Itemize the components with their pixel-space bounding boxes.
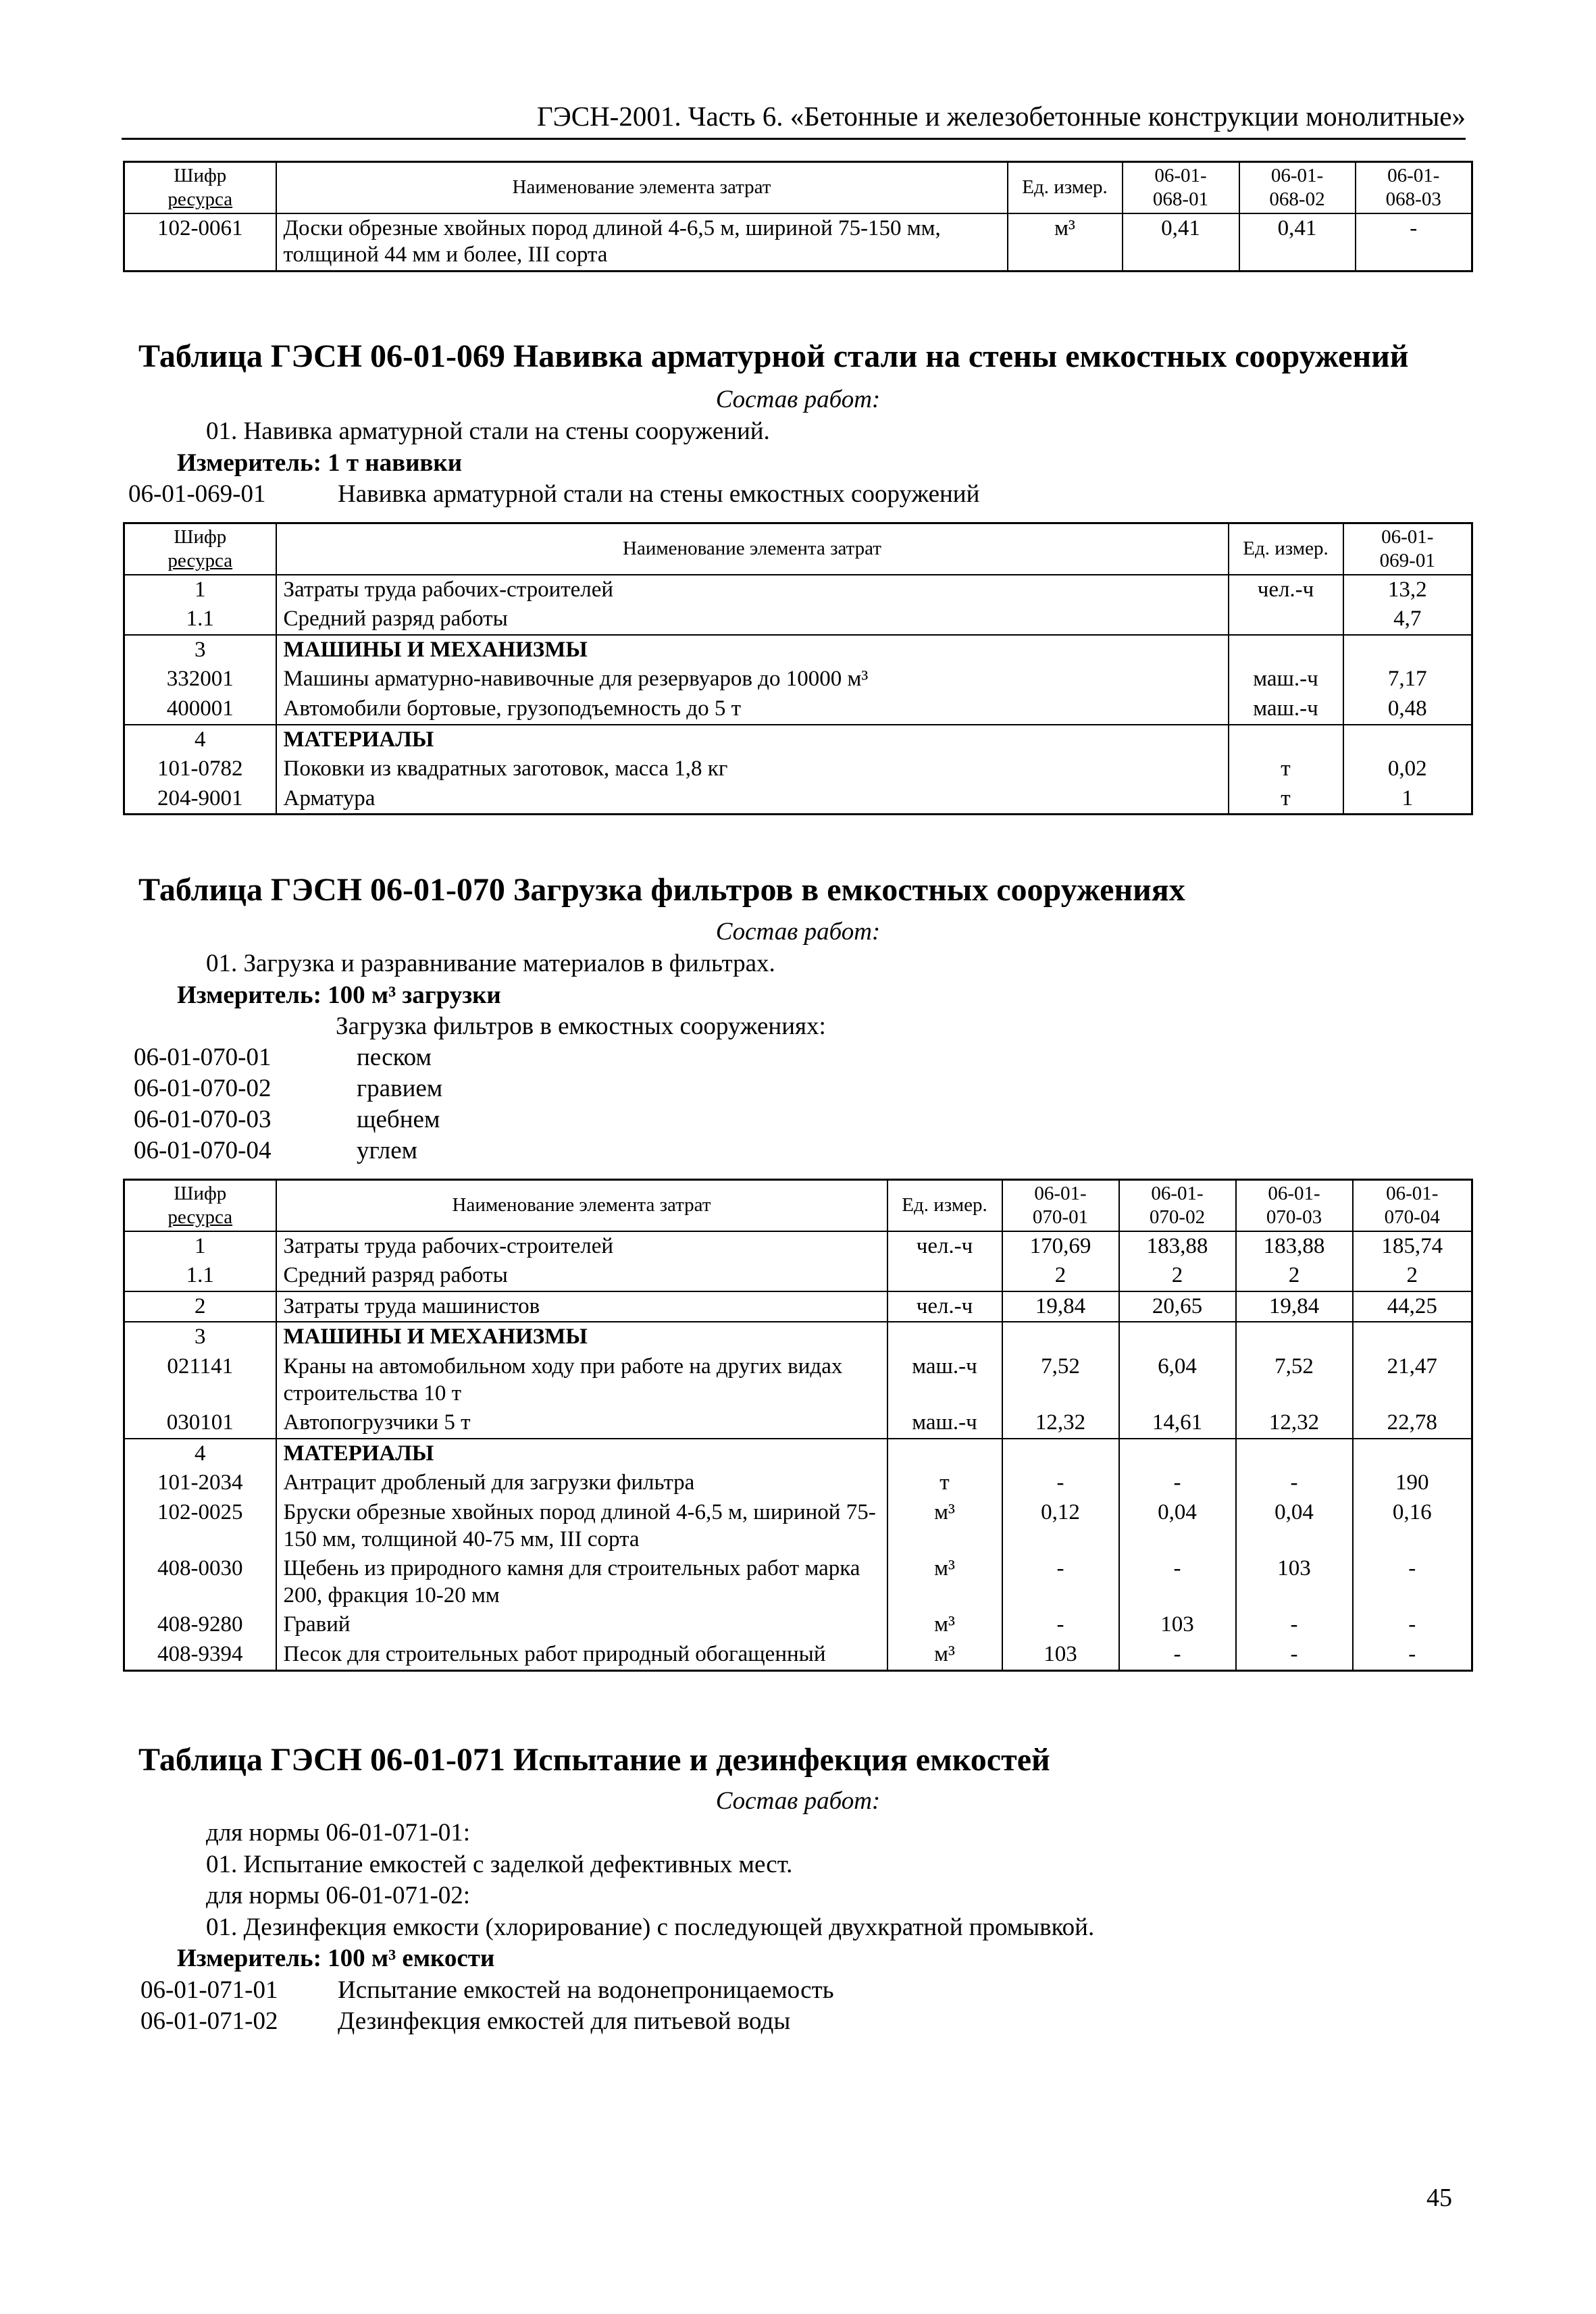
resource-name-cell: Средний разряд работы [276,1261,887,1291]
page-number: 45 [1426,2184,1452,2212]
value-cell [1236,1439,1353,1469]
unit-cell: маш.-ч [1229,665,1343,694]
resource-name-cell: Щебень из природного камня для строительных работ марка 200, фракция 10-20 мм [276,1554,887,1610]
resource-code-cell: 2 [124,1291,276,1322]
value-cell: 7,52 [1002,1352,1119,1408]
resource-name-cell: Краны на автомобильном ходу при работе на других видах строительства 10 т [276,1352,887,1408]
value-cell: 1 [1343,784,1472,815]
resource-name-cell: Песок для строительных работ природный обогащенный [276,1640,887,1670]
unit-cell: чел.-ч [887,1291,1002,1322]
value-cell: - [1002,1468,1119,1498]
resource-name-cell: Доски обрезные хвойных пород длиной 4-6,5 м, шириной 75-150 мм, толщиной 44 мм и более, III сорта [276,213,1008,272]
table-071-measure: Измеритель: 100 м³ емкости [177,1945,495,1972]
value-cell: 0,41 [1239,213,1356,272]
unit-cell: чел.-ч [1229,575,1343,605]
value-cell: 2 [1002,1261,1119,1291]
unit-cell: маш.-ч [1229,694,1343,725]
table-row [124,1468,1472,1498]
resource-name-cell: Автопогрузчики 5 т [276,1408,887,1439]
value-cell: - [1236,1610,1353,1640]
value-cell [1353,1322,1472,1352]
table-070-measure: Измеритель: 100 м³ загрузки [177,981,501,1009]
norm-list-item [140,2007,790,2036]
table-row [124,1231,1472,1262]
column-header: Ед. измер. [887,1180,1002,1231]
table-070-work: 01. Загрузка и разравнивание материалов в фильтрах. [206,950,775,977]
value-cell: 103 [1119,1610,1236,1640]
value-cell: - [1236,1640,1353,1670]
table-071-title: Таблица ГЭСН 06-01-071 Испытание и дезинфекция емкостей [138,1742,1050,1778]
unit-cell [1229,635,1343,665]
value-cell: - [1119,1468,1236,1498]
table-row [124,1498,1472,1554]
resource-name-cell: Арматура [276,784,1229,815]
unit-cell: чел.-ч [887,1231,1002,1262]
table-row [124,213,1472,272]
value-cell: 0,16 [1353,1498,1472,1554]
resource-code-cell: 204-9001 [124,784,276,815]
column-header: Шифр ресурса [124,523,276,575]
table-row [124,1640,1472,1670]
column-header: Ед. измер. [1229,523,1343,575]
table-row [124,1408,1472,1439]
table-069-norm-name: Навивка арматурной стали на стены емкостных сооружений [338,480,980,508]
value-cell: 103 [1236,1554,1353,1610]
norm-code: 06-01-070-03 [134,1106,272,1133]
table-070-title: Таблица ГЭСН 06-01-070 Загрузка фильтров в емкостных сооружениях [138,872,1185,908]
value-cell: 0,12 [1002,1498,1119,1554]
table-071-for-norm-2: для нормы 06-01-071-02: [206,1882,471,1909]
resource-name-cell: Поковки из квадратных заготовок, масса 1,8 кг [276,754,1229,784]
value-cell: 0,48 [1343,694,1472,725]
value-cell: 185,74 [1353,1231,1472,1262]
table-068-continuation [123,161,1473,272]
table-069-work: 01. Навивка арматурной стали на стены сооружений. [206,417,770,445]
resource-name-cell: Затраты труда машинистов [276,1291,887,1322]
table-row [124,754,1472,784]
column-header: 06-01- 068-02 [1239,162,1356,213]
norm-list-item [134,1074,442,1103]
unit-cell: т [887,1468,1002,1498]
table-row [124,1352,1472,1408]
unit-cell: маш.-ч [887,1408,1002,1439]
resource-code-cell: 3 [124,635,276,665]
column-header: 06-01- 070-04 [1353,1180,1472,1231]
norm-name: углем [357,1137,418,1164]
resource-name-cell: МАТЕРИАЛЫ [276,725,1229,755]
table-070-norm-intro: Загрузка фильтров в емкостных сооружениях: [336,1012,826,1040]
value-cell: - [1119,1554,1236,1610]
value-cell: 2 [1236,1261,1353,1291]
resource-name-cell: МАТЕРИАЛЫ [276,1439,887,1469]
value-cell: 0,04 [1119,1498,1236,1554]
column-header: Наименование элемента затрат [276,162,1008,213]
table-row [124,1610,1472,1640]
table-row [124,1554,1472,1610]
resource-code-cell: 3 [124,1322,276,1352]
table-069-title: Таблица ГЭСН 06-01-069 Навивка арматурной стали на стены емкостных сооружений [138,338,1409,374]
value-cell: 0,02 [1343,754,1472,784]
table-071-work-1: 01. Испытание емкостей с заделкой дефективных мест. [206,1851,793,1878]
resource-code-cell: 400001 [124,694,276,725]
resource-name-cell: МАШИНЫ И МЕХАНИЗМЫ [276,635,1229,665]
resource-code-cell: 1.1 [124,1261,276,1291]
norm-list-item [134,1136,417,1165]
column-header: Шифр ресурса [124,1180,276,1231]
column-header: 06-01- 068-01 [1123,162,1239,213]
value-cell: 22,78 [1353,1408,1472,1439]
column-header: 06-01- 070-02 [1119,1180,1236,1231]
resource-code-cell: 1.1 [124,605,276,635]
value-cell [1236,1322,1353,1352]
value-cell: 2 [1119,1261,1236,1291]
unit-cell [1229,605,1343,635]
norm-code: 06-01-070-02 [134,1075,272,1102]
value-cell: - [1236,1468,1353,1498]
norm-list-item [140,1976,834,2005]
unit-cell [887,1322,1002,1352]
table-row [124,635,1472,665]
norm-name: Дезинфекция емкостей для питьевой воды [338,2007,791,2035]
resource-name-cell: Бруски обрезные хвойных пород длиной 4-6,5 м, шириной 75-150 мм, толщиной 40-75 мм, III сорта [276,1498,887,1554]
resource-name-cell: Гравий [276,1610,887,1640]
norm-name: песком [357,1044,432,1071]
value-cell: 183,88 [1119,1231,1236,1262]
resource-code-cell: 408-9394 [124,1640,276,1670]
value-cell: 19,84 [1236,1291,1353,1322]
value-cell: 0,41 [1123,213,1239,272]
running-header: ГЭСН-2001. Часть 6. «Бетонные и железобетонные конструкции монолитные» [122,100,1466,140]
value-cell: - [1353,1610,1472,1640]
resource-name-cell: Автомобили бортовые, грузоподъемность до 5 т [276,694,1229,725]
unit-cell [887,1439,1002,1469]
table-row [124,575,1472,605]
value-cell: - [1353,1554,1472,1610]
value-cell: 4,7 [1343,605,1472,635]
resource-code-cell: 1 [124,1231,276,1262]
value-cell: 7,17 [1343,665,1472,694]
resource-code-cell: 021141 [124,1352,276,1408]
table-071-sostav-label: Состав работ: [715,1787,881,1815]
value-cell: 13,2 [1343,575,1472,605]
table-070-sostav-label: Состав работ: [715,918,881,946]
unit-cell: м³ [887,1640,1002,1670]
value-cell [1002,1439,1119,1469]
norm-code: 06-01-070-04 [134,1137,272,1164]
table-row [124,784,1472,815]
value-cell: 19,84 [1002,1291,1119,1322]
table-069 [123,522,1473,815]
table-row [124,725,1472,755]
value-cell: 190 [1353,1468,1472,1498]
value-cell [1119,1322,1236,1352]
column-header: 06-01- 070-01 [1002,1180,1119,1231]
value-cell: - [1002,1610,1119,1640]
norm-name: Испытание емкостей на водонепроницаемость [338,1976,834,2004]
table-row [124,1261,1472,1291]
value-cell: - [1353,1640,1472,1670]
table-row [124,605,1472,635]
column-header: Шифр ресурса [124,162,276,213]
value-cell: 170,69 [1002,1231,1119,1262]
value-cell: 44,25 [1353,1291,1472,1322]
table-070 [123,1179,1473,1672]
norm-list-item [134,1043,432,1072]
resource-code-cell: 101-0782 [124,754,276,784]
unit-cell [887,1261,1002,1291]
unit-cell: м³ [1008,213,1123,272]
value-cell: 103 [1002,1640,1119,1670]
table-row [124,1291,1472,1322]
unit-cell: маш.-ч [887,1352,1002,1408]
value-cell [1343,725,1472,755]
column-header: Наименование элемента затрат [276,1180,887,1231]
table-071-work-2: 01. Дезинфекция емкости (хлорирование) с последующей двухкратной промывкой. [206,1913,1095,1941]
value-cell [1002,1322,1119,1352]
value-cell: 7,52 [1236,1352,1353,1408]
resource-code-cell: 408-0030 [124,1554,276,1610]
unit-cell [1229,725,1343,755]
norm-code: 06-01-070-01 [134,1044,272,1071]
resource-code-cell: 332001 [124,665,276,694]
resource-code-cell: 4 [124,725,276,755]
table-header-row [124,162,1472,213]
unit-cell: м³ [887,1610,1002,1640]
unit-cell: т [1229,784,1343,815]
column-header: 06-01- 070-03 [1236,1180,1353,1231]
norm-code: 06-01-071-01 [140,1976,278,2004]
norm-name: гравием [357,1075,443,1102]
resource-name-cell: Затраты труда рабочих-строителей [276,1231,887,1262]
table-069-sostav-label: Состав работ: [715,386,881,413]
table-069-norm-code: 06-01-069-01 [128,480,266,508]
unit-cell: м³ [887,1498,1002,1554]
resource-code-cell: 030101 [124,1408,276,1439]
table-header-row [124,523,1472,575]
value-cell [1343,635,1472,665]
table-row [124,1439,1472,1469]
norm-list-item [134,1105,440,1134]
value-cell: 12,32 [1002,1408,1119,1439]
norm-code: 06-01-071-02 [140,2007,278,2035]
resource-code-cell: 102-0025 [124,1498,276,1554]
column-header: 06-01- 069-01 [1343,523,1472,575]
table-header-row [124,1180,1472,1231]
value-cell [1119,1439,1236,1469]
resource-code-cell: 1 [124,575,276,605]
value-cell [1353,1439,1472,1469]
value-cell: - [1002,1554,1119,1610]
value-cell: 2 [1353,1261,1472,1291]
resource-code-cell: 101-2034 [124,1468,276,1498]
resource-name-cell: Антрацит дробленый для загрузки фильтра [276,1468,887,1498]
value-cell: 12,32 [1236,1408,1353,1439]
column-header: 06-01- 068-03 [1356,162,1472,213]
value-cell: 183,88 [1236,1231,1353,1262]
resource-name-cell: Затраты труда рабочих-строителей [276,575,1229,605]
column-header: Наименование элемента затрат [276,523,1229,575]
value-cell: 0,04 [1236,1498,1353,1554]
norm-name: щебнем [357,1106,440,1133]
resource-name-cell: Машины арматурно-навивочные для резервуаров до 10000 м³ [276,665,1229,694]
resource-code-cell: 408-9280 [124,1610,276,1640]
table-row [124,1322,1472,1352]
table-row [124,665,1472,694]
value-cell: 6,04 [1119,1352,1236,1408]
table-row [124,694,1472,725]
table-071-for-norm-1: для нормы 06-01-071-01: [206,1819,471,1847]
unit-cell: т [1229,754,1343,784]
value-cell: 21,47 [1353,1352,1472,1408]
value-cell: 20,65 [1119,1291,1236,1322]
resource-code-cell: 4 [124,1439,276,1469]
resource-code-cell: 102-0061 [124,213,276,272]
value-cell: 14,61 [1119,1408,1236,1439]
resource-name-cell: Средний разряд работы [276,605,1229,635]
unit-cell: м³ [887,1554,1002,1610]
value-cell: - [1119,1640,1236,1670]
value-cell: - [1356,213,1472,272]
resource-name-cell: МАШИНЫ И МЕХАНИЗМЫ [276,1322,887,1352]
table-069-measure: Измеритель: 1 т навивки [177,449,463,477]
column-header: Ед. измер. [1008,162,1123,213]
